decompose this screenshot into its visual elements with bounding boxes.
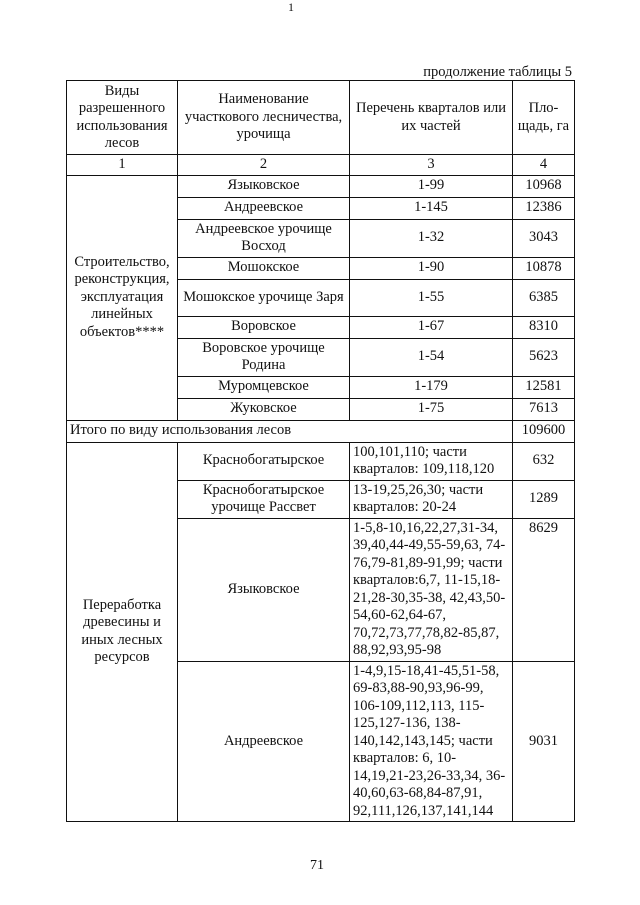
header-use-type: Виды разрешенного использования лесов bbox=[67, 81, 178, 155]
table-continuation-label: продолжение таблицы 5 bbox=[423, 64, 572, 80]
forestry-name-cell: Языковское bbox=[178, 518, 350, 661]
blocks-cell: 1-90 bbox=[350, 257, 513, 279]
area-cell: 10878 bbox=[513, 257, 575, 279]
blocks-cell: 1-99 bbox=[350, 175, 513, 197]
forest-use-table bbox=[66, 80, 575, 822]
blocks-cell: 1-75 bbox=[350, 398, 513, 420]
table-row bbox=[67, 442, 575, 480]
header-blocks-list: Перечень кварталов или их частей bbox=[350, 81, 513, 155]
top-mark: 1 bbox=[288, 0, 294, 14]
column-number-row bbox=[67, 155, 575, 176]
header-row bbox=[67, 81, 575, 155]
column-number: 2 bbox=[178, 155, 350, 176]
forestry-name-cell: Андреевское bbox=[178, 661, 350, 822]
forestry-name-cell: Мошокское урочище Заря bbox=[178, 279, 350, 316]
forestry-name-cell: Андреевское урочище Восход bbox=[178, 219, 350, 257]
area-cell: 1289 bbox=[513, 480, 575, 518]
blocks-cell: 1-54 bbox=[350, 338, 513, 376]
blocks-cell: 13-19,25,26,30; части кварталов: 20-24 bbox=[350, 480, 513, 518]
blocks-cell: 1-179 bbox=[350, 376, 513, 398]
area-cell: 632 bbox=[513, 442, 575, 480]
area-cell: 7613 bbox=[513, 398, 575, 420]
forestry-name-cell: Краснобогатырское bbox=[178, 442, 350, 480]
area-cell: 8629 bbox=[513, 518, 575, 661]
table-row bbox=[67, 175, 575, 197]
page-number: 71 bbox=[310, 858, 324, 873]
blocks-cell: 1-5,8-10,16,22,27,31-34, 39,40,44-49,55-59,63, 74-76,79-81,89-91,99; части кварталов:6,7, 11-15,18-21,28-30,35-38, 42,43,50-54,60-62,64-67, 70,72,73,77,78,82-85,87, 88,92,93,95-98 bbox=[350, 518, 513, 661]
use-type-cell: Строительство, реконструкция, эксплуатация линейных объектов**** bbox=[67, 175, 178, 420]
forestry-name-cell: Жуковское bbox=[178, 398, 350, 420]
blocks-cell: 100,101,110; части кварталов: 109,118,120 bbox=[350, 442, 513, 480]
forestry-name-cell: Воровское урочище Родина bbox=[178, 338, 350, 376]
forestry-name-cell: Мошокское bbox=[178, 257, 350, 279]
blocks-cell: 1-67 bbox=[350, 316, 513, 338]
blocks-cell: 1-4,9,15-18,41-45,51-58, 69-83,88-90,93,96-99, 106-109,112,113, 115-125,127-136, 138-140,142,143,145; части кварталов: 6, 10-14,19,21-23,26-33,34, 36-40,60,63-68,84-87,91, 92,111,126,137,141,144 bbox=[350, 661, 513, 822]
forestry-name-cell: Языковское bbox=[178, 175, 350, 197]
column-number: 1 bbox=[67, 155, 178, 176]
area-cell: 3043 bbox=[513, 219, 575, 257]
forestry-name-cell: Андреевское bbox=[178, 197, 350, 219]
use-type-cell: Переработка древесины и иных лесных ресурсов bbox=[67, 442, 178, 822]
area-cell: 10968 bbox=[513, 175, 575, 197]
header-forestry-name: Наименование участкового лесничества, урочища bbox=[178, 81, 350, 155]
total-area: 109600 bbox=[513, 420, 575, 442]
column-number: 4 bbox=[513, 155, 575, 176]
header-area: Пло-щадь, га bbox=[513, 81, 575, 155]
total-label: Итого по виду использования лесов bbox=[67, 420, 513, 442]
forestry-name-cell: Муромцевское bbox=[178, 376, 350, 398]
blocks-cell: 1-32 bbox=[350, 219, 513, 257]
area-cell: 6385 bbox=[513, 279, 575, 316]
column-number: 3 bbox=[350, 155, 513, 176]
area-cell: 12581 bbox=[513, 376, 575, 398]
area-cell: 5623 bbox=[513, 338, 575, 376]
forestry-name-cell: Краснобогатырское урочище Рассвет bbox=[178, 480, 350, 518]
area-cell: 9031 bbox=[513, 661, 575, 822]
total-row bbox=[67, 420, 575, 442]
blocks-cell: 1-145 bbox=[350, 197, 513, 219]
forestry-name-cell: Воровское bbox=[178, 316, 350, 338]
area-cell: 8310 bbox=[513, 316, 575, 338]
blocks-cell: 1-55 bbox=[350, 279, 513, 316]
area-cell: 12386 bbox=[513, 197, 575, 219]
